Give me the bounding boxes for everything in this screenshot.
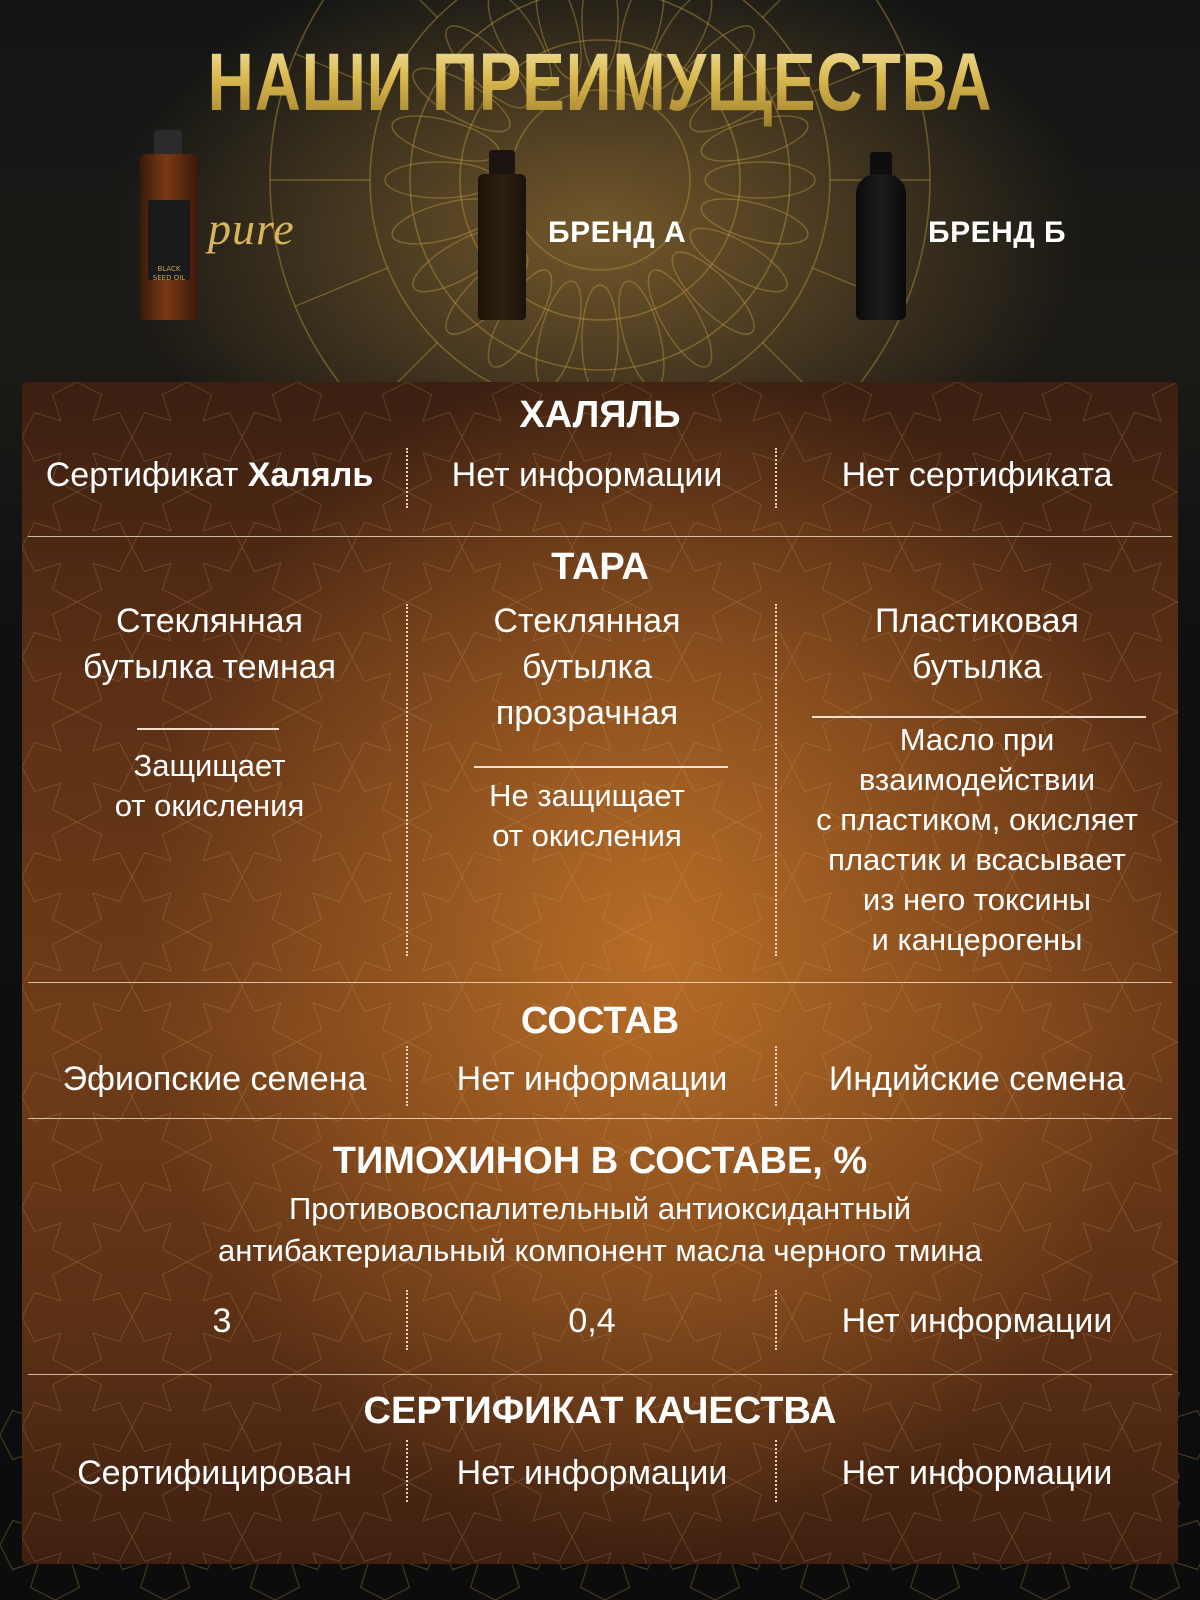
divider [775,1046,777,1106]
quality-col-brand-a: Нет информации [456,1454,728,1492]
section-tara [22,536,1178,982]
rule [812,716,1146,718]
bottle-brand-a [478,150,528,320]
page-title: НАШИ ПРЕИМУЩЕСТВА [132,36,1068,130]
section-title-tara: ТАРА [551,546,649,588]
bottle-pure [140,130,200,320]
product-brand-b [856,130,1116,330]
tara-col-pure-main: Стеклянная бутылка темная [82,602,337,686]
thymoquinone-col-brand-a: 0,4 [568,1302,616,1340]
brand-b-label: БРЕНД Б [928,216,1067,249]
comparison-panel [22,382,1178,1564]
rule [474,766,728,768]
product-pure [140,130,340,330]
section-thymoquinone [22,1118,1178,1374]
divider [406,448,408,508]
section-title-sostav: СОСТАВ [520,1000,680,1042]
tara-col-pure-note: Защищает от окисления [114,748,305,823]
bottle-label: BLACK SEED OIL [152,265,186,282]
thymoquinone-description: Противовоспалительный антиоксидантный антибактериальный компонент масла черного тмина [218,1191,982,1268]
section-title-halal: ХАЛЯЛЬ [519,394,681,436]
tara-col-brand-a-note: Не защищает от окисления [489,778,685,853]
sostav-col-brand-b: Индийские семена [828,1060,1126,1098]
brand-a-label: БРЕНД А [548,216,687,249]
section-title-quality: СЕРТИФИКАТ КАЧЕСТВА [363,1390,837,1432]
tara-col-brand-b-note: Масло при взаимодействии с пластиком, окисляет пластик и всасывает из него токсины и канцерогены [816,722,1138,957]
divider [775,448,777,508]
divider [406,1046,408,1106]
section-halal [22,382,1178,532]
product-brand-a [478,130,738,330]
tara-col-brand-b-main: Пластиковая бутылка [875,602,1079,686]
thymoquinone-col-brand-b: Нет информации [841,1302,1113,1340]
divider [406,1290,408,1350]
divider [775,604,777,956]
divider [775,1290,777,1350]
quality-col-pure: Сертифицирован [77,1454,352,1492]
pure-logo: pure [208,203,295,254]
thymoquinone-col-pure: 3 [212,1302,232,1340]
rule [137,728,279,730]
halal-col-brand-b: Нет сертификата [841,456,1113,494]
sostav-col-brand-a: Нет информации [456,1060,728,1098]
divider [775,1440,777,1502]
section-quality [22,1374,1178,1564]
halal-col-brand-a: Нет информации [451,456,723,494]
bottle-brand-b [856,152,908,320]
section-sostav [22,982,1178,1122]
tara-col-brand-a-main: Стеклянная бутылка прозрачная [493,602,681,732]
divider [406,1440,408,1502]
section-title-thymoquinone: ТИМОХИНОН В СОСТАВЕ, % [332,1140,868,1182]
quality-col-brand-b: Нет информации [841,1454,1113,1492]
halal-col-pure: Сертификат Халяль [45,456,374,494]
divider [406,604,408,956]
sostav-col-pure: Эфиопские семена [62,1060,367,1098]
